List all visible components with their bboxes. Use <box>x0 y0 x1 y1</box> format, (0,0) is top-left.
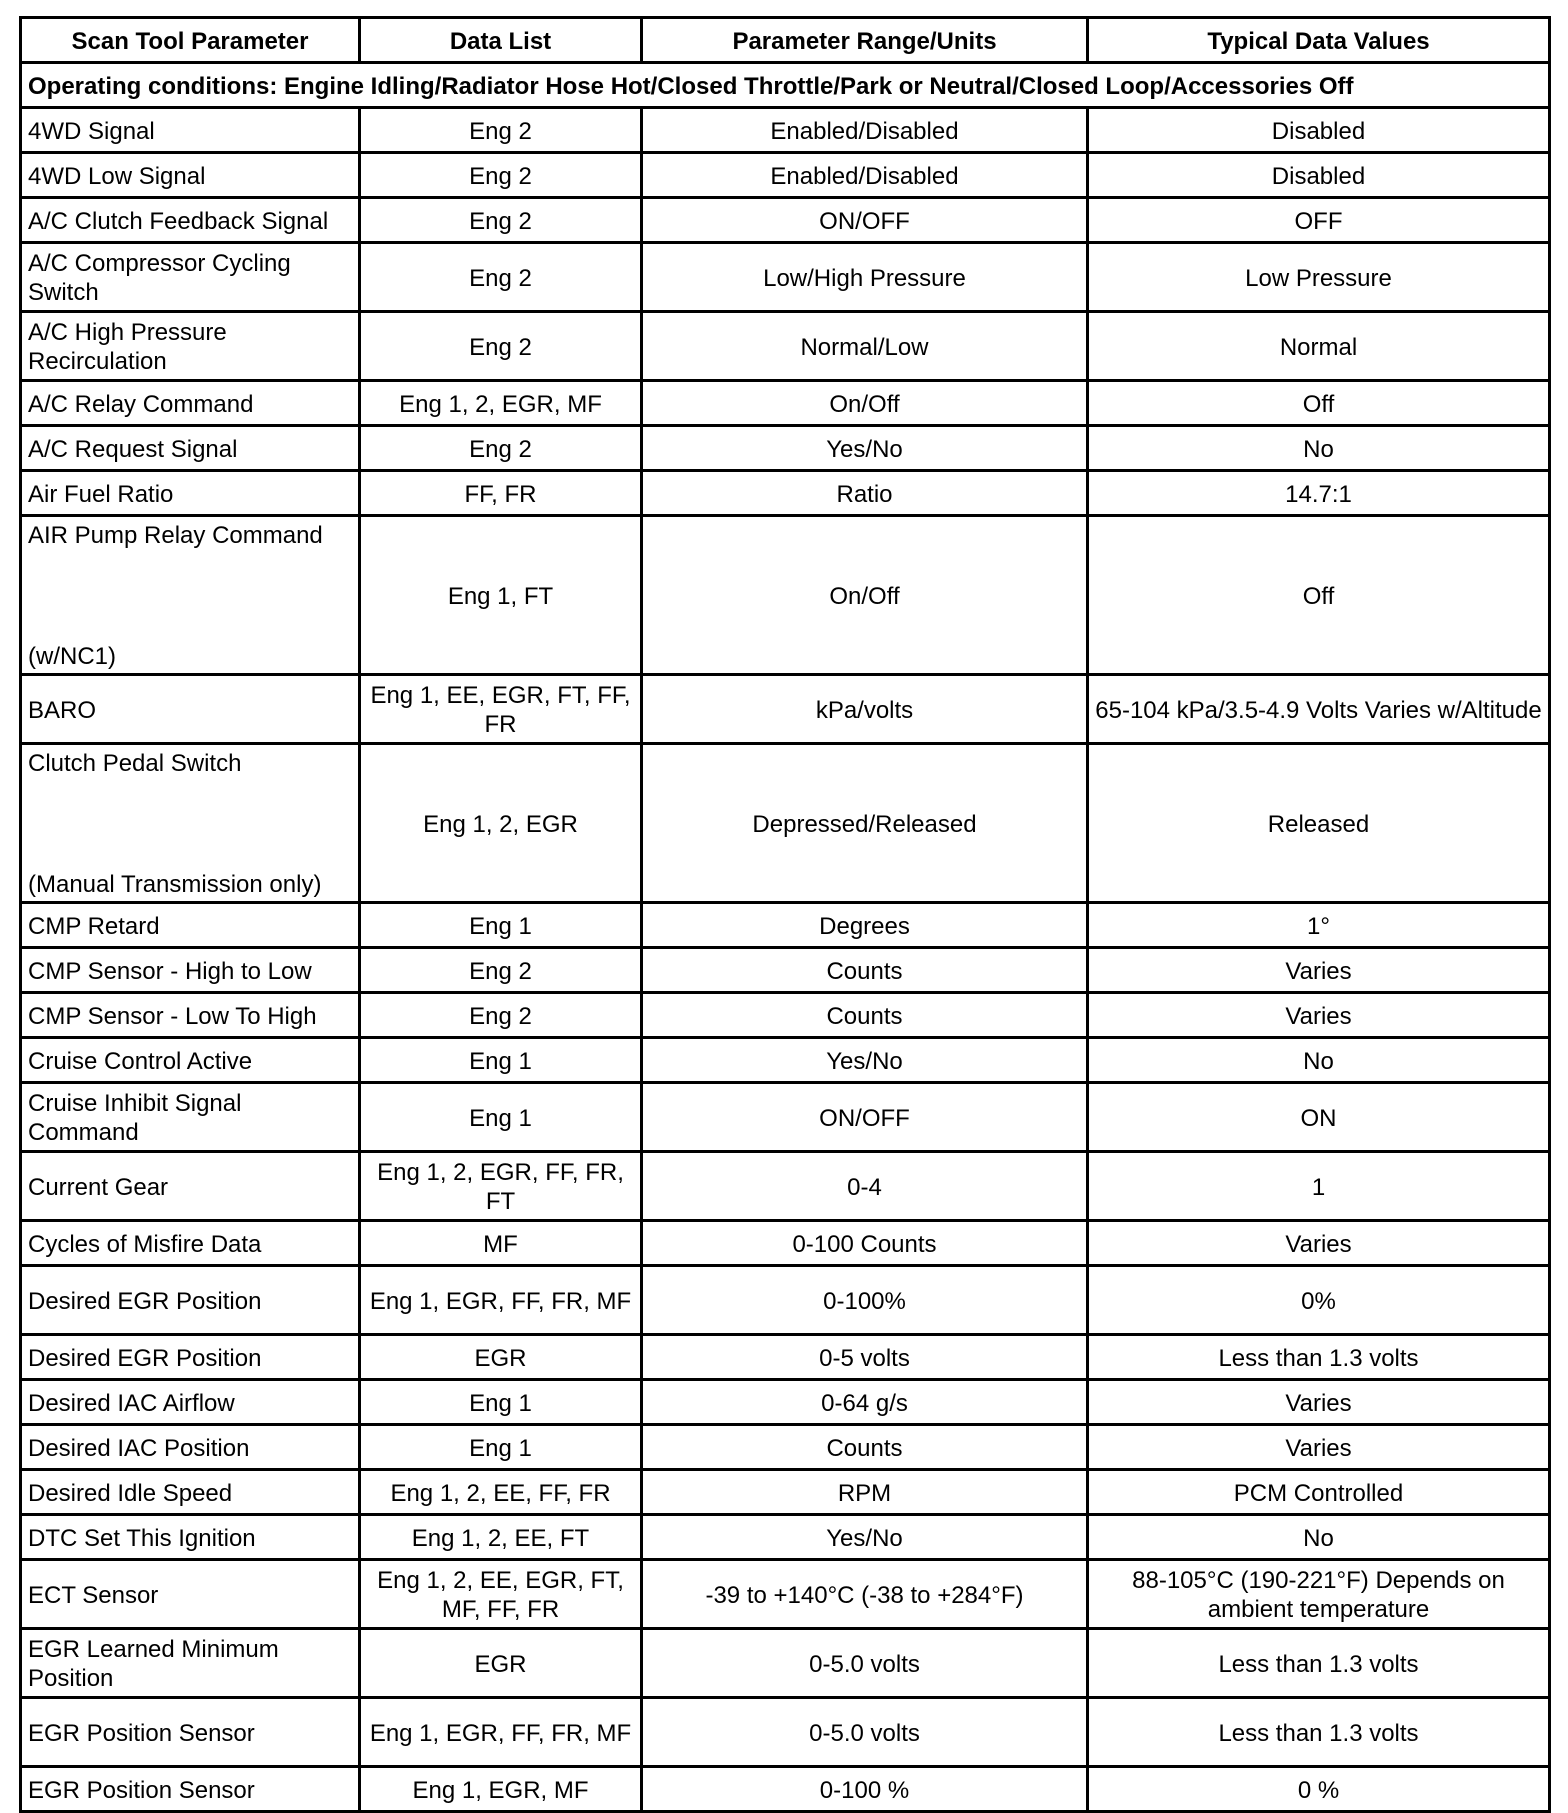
cell-data-list: Eng 1 <box>360 1380 642 1425</box>
cell-data-list: Eng 1, EE, EGR, FT, FF, FR <box>360 675 642 744</box>
header-data-list: Data List <box>360 18 642 63</box>
cell-typical-value: No <box>1088 1515 1550 1560</box>
cell-typical-value: Varies <box>1088 993 1550 1038</box>
cell-typical-value: No <box>1088 426 1550 471</box>
cell-data-list: Eng 1, EGR, FF, FR, MF <box>360 1698 642 1767</box>
cell-typical-value: OFF <box>1088 198 1550 243</box>
cell-typical-value: Less than 1.3 volts <box>1088 1335 1550 1380</box>
table-row <box>21 1335 1550 1380</box>
table-row <box>21 312 1550 381</box>
cell-typical-value: Varies <box>1088 1380 1550 1425</box>
cell-data-list: Eng 1, 2, EGR, FF, FR, FT <box>360 1152 642 1221</box>
cell-typical-value: Disabled <box>1088 153 1550 198</box>
cell-data-list: Eng 2 <box>360 198 642 243</box>
table-row <box>21 1083 1550 1152</box>
cell-typical-value: 1 <box>1088 1152 1550 1221</box>
parameter-note: (w/NC1) <box>28 643 116 670</box>
cell-parameter-range: Enabled/Disabled <box>642 153 1088 198</box>
cell-typical-value: Off <box>1088 516 1550 675</box>
cell-typical-value: Less than 1.3 volts <box>1088 1629 1550 1698</box>
header-row <box>21 18 1550 63</box>
cell-typical-value: Off <box>1088 381 1550 426</box>
cell-scan-tool-parameter: DTC Set This Ignition <box>21 1515 360 1560</box>
cell-data-list: Eng 2 <box>360 243 642 312</box>
cell-typical-value: No <box>1088 1038 1550 1083</box>
cell-typical-value: Varies <box>1088 948 1550 993</box>
operating-conditions: Operating conditions: Engine Idling/Radiator Hose Hot/Closed Throttle/Park or Neutral/Closed Loop/Accessories Off <box>21 63 1550 108</box>
table-row <box>21 1221 1550 1266</box>
cell-parameter-range: 0-100 Counts <box>642 1221 1088 1266</box>
cell-data-list: Eng 1, 2, EE, EGR, FT, MF, FF, FR <box>360 1560 642 1629</box>
cell-scan-tool-parameter: ECT Sensor <box>21 1560 360 1629</box>
cell-data-list: Eng 2 <box>360 948 642 993</box>
cell-scan-tool-parameter: CMP Sensor - High to Low <box>21 948 360 993</box>
cell-scan-tool-parameter: A/C Compressor Cycling Switch <box>21 243 360 312</box>
cell-parameter-range: Counts <box>642 993 1088 1038</box>
cell-scan-tool-parameter: CMP Retard <box>21 903 360 948</box>
table-row <box>21 471 1550 516</box>
cell-scan-tool-parameter: Air Fuel Ratio <box>21 471 360 516</box>
parameter-name: AIR Pump Relay Command <box>28 522 323 549</box>
cell-scan-tool-parameter: BARO <box>21 675 360 744</box>
cell-parameter-range: ON/OFF <box>642 198 1088 243</box>
header-typical-data-values: Typical Data Values <box>1088 18 1550 63</box>
cell-typical-value: Released <box>1088 744 1550 903</box>
cell-parameter-range: -39 to +140°C (-38 to +284°F) <box>642 1560 1088 1629</box>
table-row <box>21 1152 1550 1221</box>
table-row <box>21 948 1550 993</box>
table-row <box>21 1698 1550 1767</box>
parameter-note: (Manual Transmission only) <box>28 871 322 898</box>
cell-parameter-range: Yes/No <box>642 1038 1088 1083</box>
cell-typical-value: 1° <box>1088 903 1550 948</box>
table-row <box>21 243 1550 312</box>
cell-data-list: Eng 1, EGR, MF <box>360 1767 642 1812</box>
cell-data-list: Eng 2 <box>360 426 642 471</box>
cell-typical-value: PCM Controlled <box>1088 1470 1550 1515</box>
cell-scan-tool-parameter: Desired IAC Airflow <box>21 1380 360 1425</box>
cell-scan-tool-parameter <box>21 744 360 903</box>
cell-typical-value: Varies <box>1088 1221 1550 1266</box>
cell-parameter-range: 0-4 <box>642 1152 1088 1221</box>
table-row <box>21 1470 1550 1515</box>
cell-scan-tool-parameter: Desired IAC Position <box>21 1425 360 1470</box>
cell-scan-tool-parameter: Desired EGR Position <box>21 1335 360 1380</box>
cell-data-list: EGR <box>360 1335 642 1380</box>
cell-data-list: Eng 2 <box>360 153 642 198</box>
cell-data-list: Eng 1 <box>360 1083 642 1152</box>
cell-scan-tool-parameter: EGR Position Sensor <box>21 1767 360 1812</box>
parameter-name: Clutch Pedal Switch <box>28 750 242 777</box>
table-row <box>21 1380 1550 1425</box>
table-row <box>21 1560 1550 1629</box>
header-parameter-range-units: Parameter Range/Units <box>642 18 1088 63</box>
cell-parameter-range: 0-64 g/s <box>642 1380 1088 1425</box>
cell-parameter-range: On/Off <box>642 516 1088 675</box>
cell-parameter-range: 0-100 % <box>642 1767 1088 1812</box>
cell-parameter-range: On/Off <box>642 381 1088 426</box>
cell-parameter-range: RPM <box>642 1470 1088 1515</box>
cell-typical-value: 0% <box>1088 1266 1550 1335</box>
cell-parameter-range: Counts <box>642 1425 1088 1470</box>
cell-parameter-range: Low/High Pressure <box>642 243 1088 312</box>
cell-data-list: Eng 1 <box>360 1038 642 1083</box>
cell-scan-tool-parameter: A/C Clutch Feedback Signal <box>21 198 360 243</box>
table-row <box>21 744 1550 903</box>
cell-typical-value: Varies <box>1088 1425 1550 1470</box>
cell-parameter-range: Yes/No <box>642 426 1088 471</box>
table-row <box>21 381 1550 426</box>
cell-scan-tool-parameter: A/C High Pressure Recirculation <box>21 312 360 381</box>
cell-scan-tool-parameter: Cruise Inhibit Signal Command <box>21 1083 360 1152</box>
cell-typical-value: 14.7:1 <box>1088 471 1550 516</box>
header-scan-tool-parameter: Scan Tool Parameter <box>21 18 360 63</box>
cell-scan-tool-parameter: A/C Relay Command <box>21 381 360 426</box>
cell-parameter-range: Counts <box>642 948 1088 993</box>
cell-parameter-range: Enabled/Disabled <box>642 108 1088 153</box>
table-row <box>21 675 1550 744</box>
cell-parameter-range: 0-5.0 volts <box>642 1629 1088 1698</box>
cell-typical-value: Disabled <box>1088 108 1550 153</box>
cell-data-list: Eng 2 <box>360 993 642 1038</box>
cell-data-list: MF <box>360 1221 642 1266</box>
cell-scan-tool-parameter: Current Gear <box>21 1152 360 1221</box>
table-row <box>21 198 1550 243</box>
cell-scan-tool-parameter: 4WD Signal <box>21 108 360 153</box>
cell-scan-tool-parameter: 4WD Low Signal <box>21 153 360 198</box>
table-row <box>21 153 1550 198</box>
table-row <box>21 108 1550 153</box>
cell-parameter-range: ON/OFF <box>642 1083 1088 1152</box>
cell-data-list: EGR <box>360 1629 642 1698</box>
cell-data-list: Eng 2 <box>360 312 642 381</box>
cell-typical-value: 88-105°C (190-221°F) Depends on ambient temperature <box>1088 1560 1550 1629</box>
cell-scan-tool-parameter: Desired Idle Speed <box>21 1470 360 1515</box>
cell-typical-value: Less than 1.3 volts <box>1088 1698 1550 1767</box>
cell-data-list: Eng 2 <box>360 108 642 153</box>
cell-parameter-range: Ratio <box>642 471 1088 516</box>
cell-parameter-range: 0-5 volts <box>642 1335 1088 1380</box>
cell-typical-value: Low Pressure <box>1088 243 1550 312</box>
cell-parameter-range: Depressed/Released <box>642 744 1088 903</box>
cell-scan-tool-parameter: A/C Request Signal <box>21 426 360 471</box>
cell-scan-tool-parameter: EGR Position Sensor <box>21 1698 360 1767</box>
table-body <box>21 63 1550 1812</box>
table-row <box>21 1767 1550 1812</box>
table-row <box>21 1425 1550 1470</box>
cell-scan-tool-parameter <box>21 516 360 675</box>
cell-parameter-range: 0-100% <box>642 1266 1088 1335</box>
cell-scan-tool-parameter: Cycles of Misfire Data <box>21 1221 360 1266</box>
operating-conditions-row <box>21 63 1550 108</box>
cell-typical-value: 65-104 kPa/3.5-4.9 Volts Varies w/Altitude <box>1088 675 1550 744</box>
table-row <box>21 1515 1550 1560</box>
cell-parameter-range: Degrees <box>642 903 1088 948</box>
cell-scan-tool-parameter: Desired EGR Position <box>21 1266 360 1335</box>
cell-data-list: Eng 1 <box>360 903 642 948</box>
cell-data-list: Eng 1, FT <box>360 516 642 675</box>
table-row <box>21 993 1550 1038</box>
cell-parameter-range: kPa/volts <box>642 675 1088 744</box>
table-row <box>21 1629 1550 1698</box>
cell-typical-value: Normal <box>1088 312 1550 381</box>
cell-typical-value: 0 % <box>1088 1767 1550 1812</box>
cell-scan-tool-parameter: Cruise Control Active <box>21 1038 360 1083</box>
cell-scan-tool-parameter: EGR Learned Minimum Position <box>21 1629 360 1698</box>
scan-tool-data-table <box>19 16 1551 1813</box>
cell-data-list: Eng 1, 2, EE, FT <box>360 1515 642 1560</box>
table-row <box>21 1266 1550 1335</box>
cell-data-list: Eng 1, 2, EE, FF, FR <box>360 1470 642 1515</box>
cell-data-list: Eng 1 <box>360 1425 642 1470</box>
cell-parameter-range: Normal/Low <box>642 312 1088 381</box>
table-row <box>21 426 1550 471</box>
table-row <box>21 903 1550 948</box>
cell-scan-tool-parameter: CMP Sensor - Low To High <box>21 993 360 1038</box>
cell-data-list: FF, FR <box>360 471 642 516</box>
cell-data-list: Eng 1, EGR, FF, FR, MF <box>360 1266 642 1335</box>
cell-data-list: Eng 1, 2, EGR <box>360 744 642 903</box>
cell-parameter-range: 0-5.0 volts <box>642 1698 1088 1767</box>
table-row <box>21 516 1550 675</box>
cell-data-list: Eng 1, 2, EGR, MF <box>360 381 642 426</box>
cell-parameter-range: Yes/No <box>642 1515 1088 1560</box>
table-row <box>21 1038 1550 1083</box>
cell-typical-value: ON <box>1088 1083 1550 1152</box>
